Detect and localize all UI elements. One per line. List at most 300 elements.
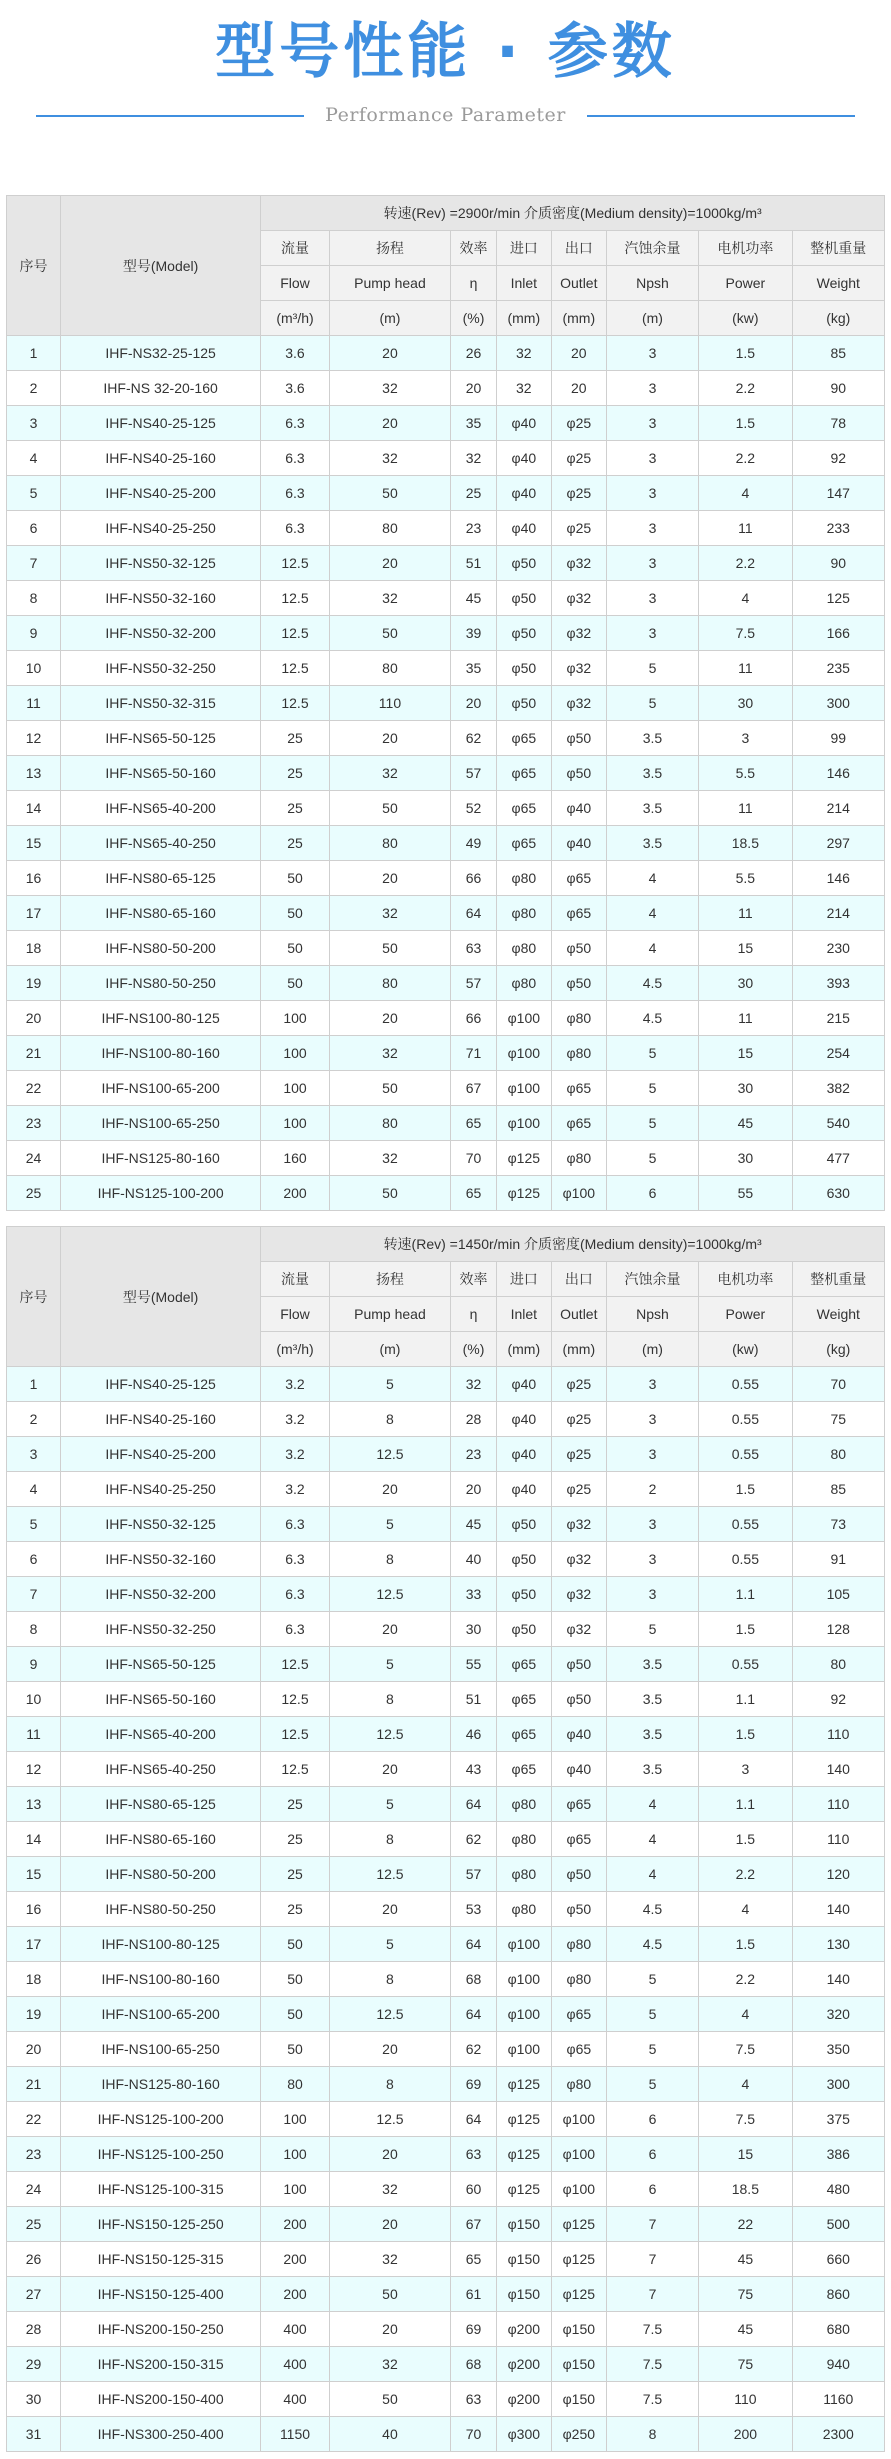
table-cell: 382 <box>792 1071 884 1106</box>
table-cell: 80 <box>329 1106 450 1141</box>
header-flow-cn: 流量 <box>261 231 329 266</box>
header-power-cn: 电机功率 <box>699 1262 792 1297</box>
table-cell: 5 <box>329 1927 450 1962</box>
table-cell: 100 <box>261 1036 329 1071</box>
table-cell: 4.5 <box>606 1001 698 1036</box>
table-cell: 18 <box>7 1962 61 1997</box>
header-efficiency-cn: 效率 <box>451 231 497 266</box>
table-row <box>7 791 885 826</box>
table-cell: 40 <box>451 1542 497 1577</box>
table-cell: φ32 <box>551 1542 606 1577</box>
table-cell: 128 <box>792 1612 884 1647</box>
table-cell: φ32 <box>551 1612 606 1647</box>
table-cell: 92 <box>792 1682 884 1717</box>
table-cell: 13 <box>7 1787 61 1822</box>
table-cell: φ125 <box>496 1141 551 1176</box>
table-cell: 70 <box>792 1367 884 1402</box>
table-cell: IHF-NS50-32-160 <box>60 581 260 616</box>
table-cell: 80 <box>329 651 450 686</box>
table-cell: 400 <box>261 2382 329 2417</box>
header-outlet-cn: 出口 <box>551 231 606 266</box>
table-cell: 50 <box>329 2382 450 2417</box>
table-cell: 2 <box>7 1402 61 1437</box>
table-cell: 62 <box>451 721 497 756</box>
table-cell: 24 <box>7 2172 61 2207</box>
table-cell: 7 <box>606 2207 698 2242</box>
table-cell: 3.5 <box>606 826 698 861</box>
table-cell: 140 <box>792 1752 884 1787</box>
table-cell: φ80 <box>496 966 551 1001</box>
table-cell: 120 <box>792 1857 884 1892</box>
table-row <box>7 721 885 756</box>
table-row <box>7 1367 885 1402</box>
table-cell: 29 <box>7 2347 61 2382</box>
table-cell: φ80 <box>496 1857 551 1892</box>
table-cell: 6 <box>7 1542 61 1577</box>
table-cell: φ100 <box>496 1071 551 1106</box>
table-cell: 4 <box>606 896 698 931</box>
table-cell: 4 <box>7 1472 61 1507</box>
table-cell: 5 <box>606 1141 698 1176</box>
table-cell: φ32 <box>551 581 606 616</box>
table-cell: 32 <box>329 1036 450 1071</box>
table-cell: φ150 <box>496 2207 551 2242</box>
table-cell: 146 <box>792 861 884 896</box>
header-model: 型号(Model) <box>60 196 260 336</box>
header-flow-en: Flow <box>261 1297 329 1332</box>
table-cell: 20 <box>329 2032 450 2067</box>
table-cell: 12.5 <box>329 1577 450 1612</box>
table-row <box>7 1822 885 1857</box>
table-cell: 4 <box>606 1787 698 1822</box>
table-cell: 1.5 <box>699 1717 792 1752</box>
table-cell: 2 <box>606 1472 698 1507</box>
table-cell: φ50 <box>551 1857 606 1892</box>
table-row <box>7 1612 885 1647</box>
table-cell: φ50 <box>551 966 606 1001</box>
table-row <box>7 896 885 931</box>
table-cell: 71 <box>451 1036 497 1071</box>
table-cell: 63 <box>451 2137 497 2172</box>
table-cell: 3 <box>7 1437 61 1472</box>
table-cell: IHF-NS125-100-200 <box>60 1176 260 1211</box>
table-cell: 25 <box>261 721 329 756</box>
table-cell: 30 <box>699 966 792 1001</box>
table-cell: 60 <box>451 2172 497 2207</box>
table-cell: 12.5 <box>261 1682 329 1717</box>
table-cell: 75 <box>699 2277 792 2312</box>
table-cell: 5 <box>606 686 698 721</box>
table-cell: 7.5 <box>606 2382 698 2417</box>
table-cell: IHF-NS40-25-200 <box>60 476 260 511</box>
table-cell: 25 <box>451 476 497 511</box>
table-cell: 50 <box>261 896 329 931</box>
table-cell: 85 <box>792 336 884 371</box>
table-cell: 480 <box>792 2172 884 2207</box>
table-cell: 66 <box>451 1001 497 1036</box>
table-cell: 200 <box>261 2277 329 2312</box>
table-cell: IHF-NS65-40-200 <box>60 1717 260 1752</box>
table-cell: 2.2 <box>699 441 792 476</box>
table-row <box>7 1997 885 2032</box>
table-cell: 12.5 <box>261 1717 329 1752</box>
table-cell: φ40 <box>551 826 606 861</box>
table-cell: φ80 <box>551 1036 606 1071</box>
table-cell: 20 <box>329 861 450 896</box>
table-cell: IHF-NS200-150-250 <box>60 2312 260 2347</box>
table-cell: φ100 <box>551 1176 606 1211</box>
table-cell: IHF-NS80-50-250 <box>60 1892 260 1927</box>
table-cell: 18.5 <box>699 826 792 861</box>
table-cell: 65 <box>451 1176 497 1211</box>
table-cell: 80 <box>329 826 450 861</box>
table-cell: 4 <box>606 1857 698 1892</box>
table-cell: 64 <box>451 2102 497 2137</box>
table-cell: 90 <box>792 546 884 581</box>
table-row <box>7 1001 885 1036</box>
table-cell: 18 <box>7 931 61 966</box>
table-cell: φ100 <box>496 1962 551 1997</box>
table-cell: 3.6 <box>261 371 329 406</box>
table-cell: IHF-NS80-65-160 <box>60 896 260 931</box>
table-cell: 11 <box>699 1001 792 1036</box>
table-cell: 3 <box>606 511 698 546</box>
table-cell: IHF-NS100-80-160 <box>60 1036 260 1071</box>
table-cell: 14 <box>7 1822 61 1857</box>
table-cell: φ80 <box>551 1962 606 1997</box>
table-cell: 68 <box>451 2347 497 2382</box>
table-cell: 0.55 <box>699 1437 792 1472</box>
table-cell: φ200 <box>496 2312 551 2347</box>
table-cell: 3.5 <box>606 756 698 791</box>
table-cell: 15 <box>699 931 792 966</box>
header-power-unit: (kw) <box>699 301 792 336</box>
table-cell: 30 <box>699 1141 792 1176</box>
table-cell: 5 <box>329 1647 450 1682</box>
table-cell: 215 <box>792 1001 884 1036</box>
header-inlet-cn: 进口 <box>496 1262 551 1297</box>
table-cell: φ65 <box>496 1682 551 1717</box>
table-cell: IHF-NS125-80-160 <box>60 1141 260 1176</box>
table-cell: 21 <box>7 1036 61 1071</box>
table-cell: IHF-NS80-65-125 <box>60 1787 260 1822</box>
table-cell: φ100 <box>496 1927 551 1962</box>
table-cell: 11 <box>699 511 792 546</box>
table-cell: 32 <box>329 581 450 616</box>
table-cell: φ100 <box>496 2032 551 2067</box>
table-cell: 6 <box>606 2137 698 2172</box>
table-cell: φ32 <box>551 651 606 686</box>
header-outlet-en: Outlet <box>551 1297 606 1332</box>
table-cell: φ25 <box>551 1437 606 1472</box>
table-cell: 393 <box>792 966 884 1001</box>
table-cell: 4.5 <box>606 1927 698 1962</box>
table-cell: 28 <box>7 2312 61 2347</box>
table-cell: φ150 <box>496 2277 551 2312</box>
table-cell: 13 <box>7 756 61 791</box>
table-row <box>7 966 885 1001</box>
table-cell: 320 <box>792 1997 884 2032</box>
table-cell: φ50 <box>496 1612 551 1647</box>
table-cell: 6 <box>606 2102 698 2137</box>
table-cell: IHF-NS200-150-400 <box>60 2382 260 2417</box>
table-row <box>7 406 885 441</box>
table-row <box>7 476 885 511</box>
table-cell: 20 <box>329 2137 450 2172</box>
table-cell: IHF-NS125-100-315 <box>60 2172 260 2207</box>
table-cell: 32 <box>451 441 497 476</box>
table-cell: IHF-NS125-100-200 <box>60 2102 260 2137</box>
table-row <box>7 511 885 546</box>
table-cell: 50 <box>329 2277 450 2312</box>
table-cell: φ50 <box>496 651 551 686</box>
table-cell: 3 <box>606 336 698 371</box>
table-cell: IHF-NS125-80-160 <box>60 2067 260 2102</box>
table-cell: 3 <box>606 371 698 406</box>
table-cell: 7.5 <box>699 2102 792 2137</box>
table-cell: 11 <box>699 651 792 686</box>
table-cell: 300 <box>792 2067 884 2102</box>
table-cell: φ100 <box>551 2172 606 2207</box>
table-cell: 99 <box>792 721 884 756</box>
header-outlet-unit: (mm) <box>551 1332 606 1367</box>
table-cell: 22 <box>7 1071 61 1106</box>
table-cell: 7.5 <box>606 2312 698 2347</box>
table-cell: 12.5 <box>329 1857 450 1892</box>
header-power-unit: (kw) <box>699 1332 792 1367</box>
table-cell: 19 <box>7 1997 61 2032</box>
table-cell: 12 <box>7 1752 61 1787</box>
table-cell: 12.5 <box>261 616 329 651</box>
table-cell: 200 <box>261 2242 329 2277</box>
table-cell: 20 <box>451 371 497 406</box>
table-cell: 5.5 <box>699 861 792 896</box>
table-cell: IHF-NS100-65-200 <box>60 1997 260 2032</box>
table-cell: φ150 <box>551 2382 606 2417</box>
header-inlet-en: Inlet <box>496 1297 551 1332</box>
header-flow-unit: (m³/h) <box>261 301 329 336</box>
table-row <box>7 1402 885 1437</box>
table-cell: 110 <box>792 1787 884 1822</box>
table-cell: 1.5 <box>699 1927 792 1962</box>
header-weight-en: Weight <box>792 1297 884 1332</box>
header-efficiency-unit: (%) <box>451 1332 497 1367</box>
table-row <box>7 2277 885 2312</box>
table-cell: 22 <box>7 2102 61 2137</box>
table-cell: IHF-NS80-50-200 <box>60 1857 260 1892</box>
table-cell: φ125 <box>551 2207 606 2242</box>
table-cell: φ25 <box>551 511 606 546</box>
header-npsh-cn: 汽蚀余量 <box>606 1262 698 1297</box>
table-row <box>7 1507 885 1542</box>
table-row <box>7 2242 885 2277</box>
table-cell: IHF-NS100-65-250 <box>60 1106 260 1141</box>
table-cell: 19 <box>7 966 61 1001</box>
table-cell: 4 <box>606 931 698 966</box>
table-cell: φ100 <box>496 1036 551 1071</box>
table-row <box>7 2137 885 2172</box>
table-cell: 4 <box>699 581 792 616</box>
table-row <box>7 651 885 686</box>
table-cell: 75 <box>699 2347 792 2382</box>
table-cell: 8 <box>329 2067 450 2102</box>
table-row <box>7 616 885 651</box>
table-cell: 10 <box>7 1682 61 1717</box>
table-cell: φ32 <box>551 546 606 581</box>
table-cell: 940 <box>792 2347 884 2382</box>
table-cell: φ125 <box>551 2277 606 2312</box>
header-outlet-en: Outlet <box>551 266 606 301</box>
header-efficiency-en: η <box>451 266 497 301</box>
table-cell: 233 <box>792 511 884 546</box>
table-cell: 6.3 <box>261 1542 329 1577</box>
table-cell: 2.2 <box>699 1857 792 1892</box>
page-subtitle: Performance Parameter <box>325 104 566 126</box>
table-cell: 20 <box>7 2032 61 2067</box>
spec-table-2900 <box>6 195 885 1211</box>
table-cell: 5 <box>606 651 698 686</box>
table-cell: 50 <box>329 476 450 511</box>
table-cell: 24 <box>7 1141 61 1176</box>
header-efficiency-cn: 效率 <box>451 1262 497 1297</box>
table-cell: φ150 <box>551 2312 606 2347</box>
header-power-en: Power <box>699 1297 792 1332</box>
table-cell: φ65 <box>551 1997 606 2032</box>
table-cell: 67 <box>451 1071 497 1106</box>
table-cell: φ40 <box>551 1752 606 1787</box>
table-cell: φ50 <box>551 1682 606 1717</box>
table-cell: IHF-NS150-125-315 <box>60 2242 260 2277</box>
header-flow-unit: (m³/h) <box>261 1332 329 1367</box>
table-cell: 11 <box>699 896 792 931</box>
table-cell: 375 <box>792 2102 884 2137</box>
table-cell: 55 <box>451 1647 497 1682</box>
table-cell: 64 <box>451 1787 497 1822</box>
table-cell: 66 <box>451 861 497 896</box>
table-row <box>7 686 885 721</box>
table-cell: 30 <box>699 686 792 721</box>
table-cell: 130 <box>792 1927 884 1962</box>
table-cell: 25 <box>261 1787 329 1822</box>
table-cell: 49 <box>451 826 497 861</box>
table-cell: 16 <box>7 1892 61 1927</box>
table-cell: 39 <box>451 616 497 651</box>
table-cell: φ80 <box>496 1892 551 1927</box>
table-cell: 10 <box>7 651 61 686</box>
header-pump-head-en: Pump head <box>329 1297 450 1332</box>
table-cell: 3 <box>606 616 698 651</box>
table-cell: 6.3 <box>261 406 329 441</box>
table-cell: 3.6 <box>261 336 329 371</box>
table-cell: 5 <box>329 1367 450 1402</box>
table-cell: IHF-NS40-25-200 <box>60 1437 260 1472</box>
table-cell: 12.5 <box>261 686 329 721</box>
table-cell: 105 <box>792 1577 884 1612</box>
table-cell: 20 <box>329 721 450 756</box>
table-cell: 7 <box>7 546 61 581</box>
table-cell: 50 <box>261 1962 329 1997</box>
table-cell: 20 <box>329 2312 450 2347</box>
table-cell: φ100 <box>496 1997 551 2032</box>
table-cell: IHF-NS100-65-250 <box>60 2032 260 2067</box>
table-cell: IHF-NS50-32-200 <box>60 1577 260 1612</box>
divider-right <box>587 115 855 117</box>
table-cell: 7 <box>606 2277 698 2312</box>
table-cell: 27 <box>7 2277 61 2312</box>
table-row <box>7 1542 885 1577</box>
table-cell: φ150 <box>496 2242 551 2277</box>
table-cell: 630 <box>792 1176 884 1211</box>
table-cell: φ65 <box>551 1787 606 1822</box>
table-cell: 17 <box>7 896 61 931</box>
header-pump-head-unit: (m) <box>329 1332 450 1367</box>
table-cell: 45 <box>451 581 497 616</box>
table-cell: 25 <box>261 1857 329 1892</box>
table-cell: 92 <box>792 441 884 476</box>
table-cell: 64 <box>451 1927 497 1962</box>
table-cell: 62 <box>451 1822 497 1857</box>
table-cell: 4 <box>699 1997 792 2032</box>
table-cell: φ65 <box>551 2032 606 2067</box>
table-cell: 23 <box>451 1437 497 1472</box>
table-cell: 3 <box>606 406 698 441</box>
table-cell: φ65 <box>496 721 551 756</box>
header-weight-unit: (kg) <box>792 301 884 336</box>
table-cell: 1.1 <box>699 1682 792 1717</box>
table-cell: φ100 <box>496 1106 551 1141</box>
table-cell: 254 <box>792 1036 884 1071</box>
table-cell: 3.2 <box>261 1437 329 1472</box>
table-cell: IHF-NS100-80-160 <box>60 1962 260 1997</box>
table-cell: 3 <box>606 581 698 616</box>
table-row <box>7 826 885 861</box>
table-cell: 3 <box>606 1577 698 1612</box>
table-cell: 33 <box>451 1577 497 1612</box>
table-cell: IHF-NS80-50-200 <box>60 931 260 966</box>
table-cell: φ125 <box>496 2172 551 2207</box>
table-cell: 0.55 <box>699 1367 792 1402</box>
table-cell: 860 <box>792 2277 884 2312</box>
table-cell: 30 <box>451 1612 497 1647</box>
table-row <box>7 1036 885 1071</box>
table-cell: 23 <box>7 2137 61 2172</box>
table-cell: 3.5 <box>606 1717 698 1752</box>
table-cell: 1.5 <box>699 336 792 371</box>
table-row <box>7 2417 885 2452</box>
table-cell: 25 <box>7 2207 61 2242</box>
table-cell: IHF-NS100-80-125 <box>60 1927 260 1962</box>
table-cell: 1160 <box>792 2382 884 2417</box>
table-cell: 3.2 <box>261 1472 329 1507</box>
table-cell: 1.5 <box>699 1612 792 1647</box>
table-cell: φ25 <box>551 1402 606 1437</box>
table-row <box>7 756 885 791</box>
header-npsh-unit: (m) <box>606 301 698 336</box>
table-cell: 64 <box>451 896 497 931</box>
table-cell: 6.3 <box>261 1577 329 1612</box>
table-cell: 70 <box>451 1141 497 1176</box>
table-cell: 63 <box>451 931 497 966</box>
table-cell: 69 <box>451 2312 497 2347</box>
table-cell: 200 <box>261 1176 329 1211</box>
table-cell: 65 <box>451 1106 497 1141</box>
table-cell: 57 <box>451 966 497 1001</box>
table-cell: 50 <box>329 616 450 651</box>
table-cell: 11 <box>7 686 61 721</box>
table-cell: φ65 <box>496 756 551 791</box>
header-efficiency-en: η <box>451 1297 497 1332</box>
table-cell: 32 <box>329 2172 450 2207</box>
